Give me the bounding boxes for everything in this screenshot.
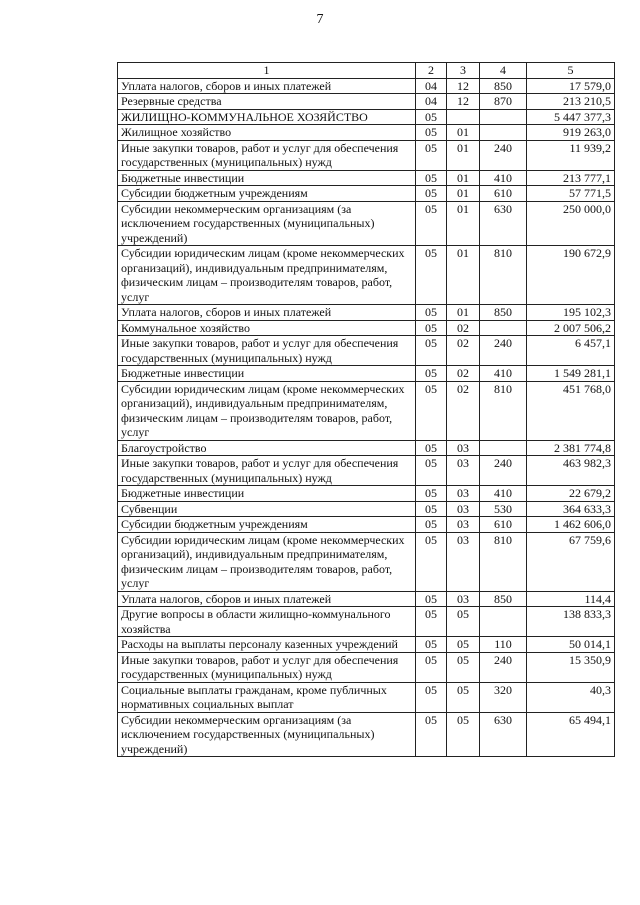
row-expense-type-cell: 630 <box>480 201 527 246</box>
column-header: 2 <box>416 63 447 79</box>
row-subsection-cell <box>447 109 480 125</box>
row-name-cell: Резервные средства <box>118 94 416 110</box>
row-section-cell: 05 <box>416 140 447 170</box>
table-row <box>118 517 615 533</box>
row-expense-type-cell: 320 <box>480 682 527 712</box>
row-subsection-cell: 01 <box>447 125 480 141</box>
row-name-cell: Иные закупки товаров, работ и услуг для обеспечения государственных (муниципальных) нужд <box>118 336 416 366</box>
table-row <box>118 109 615 125</box>
table-row <box>118 532 615 591</box>
row-expense-type-cell: 410 <box>480 486 527 502</box>
row-amount-cell: 451 768,0 <box>527 381 615 440</box>
row-subsection-cell: 03 <box>447 456 480 486</box>
table-row <box>118 366 615 382</box>
row-name-cell: Жилищное хозяйство <box>118 125 416 141</box>
row-subsection-cell: 02 <box>447 336 480 366</box>
row-expense-type-cell: 810 <box>480 532 527 591</box>
table-row <box>118 440 615 456</box>
table-row <box>118 320 615 336</box>
row-name-cell: Субсидии юридическим лицам (кроме некоммерческих организаций), индивидуальным предпринимателям, физическим лицам – производителям товаров, работ, услуг <box>118 532 416 591</box>
row-amount-cell: 1 462 606,0 <box>527 517 615 533</box>
row-expense-type-cell: 610 <box>480 517 527 533</box>
row-amount-cell: 5 447 377,3 <box>527 109 615 125</box>
row-name-cell: Субвенции <box>118 501 416 517</box>
row-section-cell: 05 <box>416 336 447 366</box>
row-section-cell: 05 <box>416 682 447 712</box>
row-subsection-cell: 05 <box>447 607 480 637</box>
row-section-cell: 04 <box>416 78 447 94</box>
row-section-cell: 05 <box>416 246 447 305</box>
row-amount-cell: 114,4 <box>527 591 615 607</box>
row-amount-cell: 463 982,3 <box>527 456 615 486</box>
row-name-cell: Бюджетные инвестиции <box>118 486 416 502</box>
row-name-cell: ЖИЛИЩНО-КОММУНАЛЬНОЕ ХОЗЯЙСТВО <box>118 109 416 125</box>
table-row <box>118 186 615 202</box>
row-subsection-cell: 05 <box>447 712 480 757</box>
row-subsection-cell: 01 <box>447 201 480 246</box>
row-amount-cell: 17 579,0 <box>527 78 615 94</box>
row-expense-type-cell: 240 <box>480 456 527 486</box>
table-row <box>118 336 615 366</box>
row-subsection-cell: 02 <box>447 381 480 440</box>
row-section-cell: 04 <box>416 94 447 110</box>
table-row <box>118 78 615 94</box>
row-name-cell: Расходы на выплаты персоналу казенных учреждений <box>118 637 416 653</box>
row-name-cell: Другие вопросы в области жилищно-коммунального хозяйства <box>118 607 416 637</box>
row-subsection-cell: 05 <box>447 682 480 712</box>
row-expense-type-cell: 810 <box>480 381 527 440</box>
row-section-cell: 05 <box>416 712 447 757</box>
row-expense-type-cell: 240 <box>480 652 527 682</box>
row-expense-type-cell: 240 <box>480 336 527 366</box>
row-amount-cell: 22 679,2 <box>527 486 615 502</box>
row-amount-cell: 1 549 281,1 <box>527 366 615 382</box>
row-expense-type-cell: 630 <box>480 712 527 757</box>
row-name-cell: Бюджетные инвестиции <box>118 366 416 382</box>
row-subsection-cell: 03 <box>447 591 480 607</box>
table-row <box>118 501 615 517</box>
row-amount-cell: 57 771,5 <box>527 186 615 202</box>
row-expense-type-cell: 410 <box>480 366 527 382</box>
budget-table <box>117 62 615 757</box>
row-name-cell: Уплата налогов, сборов и иных платежей <box>118 591 416 607</box>
row-name-cell: Бюджетные инвестиции <box>118 170 416 186</box>
row-name-cell: Субсидии юридическим лицам (кроме некоммерческих организаций), индивидуальным предпринимателям, физическим лицам – производителям товаров, работ, услуг <box>118 381 416 440</box>
row-subsection-cell: 05 <box>447 652 480 682</box>
row-section-cell: 05 <box>416 652 447 682</box>
row-subsection-cell: 02 <box>447 366 480 382</box>
row-subsection-cell: 03 <box>447 532 480 591</box>
row-section-cell: 05 <box>416 456 447 486</box>
row-name-cell: Коммунальное хозяйство <box>118 320 416 336</box>
row-subsection-cell: 01 <box>447 246 480 305</box>
row-section-cell: 05 <box>416 517 447 533</box>
row-expense-type-cell: 410 <box>480 170 527 186</box>
row-amount-cell: 213 210,5 <box>527 94 615 110</box>
row-name-cell: Субсидии бюджетным учреждениям <box>118 517 416 533</box>
row-subsection-cell: 01 <box>447 305 480 321</box>
row-amount-cell: 2 007 506,2 <box>527 320 615 336</box>
row-name-cell: Иные закупки товаров, работ и услуг для обеспечения государственных (муниципальных) нужд <box>118 140 416 170</box>
row-subsection-cell: 03 <box>447 486 480 502</box>
table-row <box>118 652 615 682</box>
row-amount-cell: 6 457,1 <box>527 336 615 366</box>
row-expense-type-cell <box>480 125 527 141</box>
table-row <box>118 381 615 440</box>
column-header: 1 <box>118 63 416 79</box>
row-subsection-cell: 12 <box>447 78 480 94</box>
row-section-cell: 05 <box>416 381 447 440</box>
row-section-cell: 05 <box>416 637 447 653</box>
row-amount-cell: 138 833,3 <box>527 607 615 637</box>
table-row <box>118 305 615 321</box>
table-row <box>118 246 615 305</box>
page-number: 7 <box>316 12 324 27</box>
row-section-cell: 05 <box>416 305 447 321</box>
table-row <box>118 201 615 246</box>
row-subsection-cell: 01 <box>447 140 480 170</box>
row-name-cell: Иные закупки товаров, работ и услуг для обеспечения государственных (муниципальных) нужд <box>118 652 416 682</box>
row-section-cell: 05 <box>416 501 447 517</box>
row-section-cell: 05 <box>416 186 447 202</box>
row-subsection-cell: 03 <box>447 440 480 456</box>
table-row <box>118 682 615 712</box>
row-expense-type-cell: 870 <box>480 94 527 110</box>
row-expense-type-cell: 850 <box>480 591 527 607</box>
row-subsection-cell: 03 <box>447 501 480 517</box>
row-name-cell: Социальные выплаты гражданам, кроме публичных нормативных социальных выплат <box>118 682 416 712</box>
row-amount-cell: 250 000,0 <box>527 201 615 246</box>
row-amount-cell: 65 494,1 <box>527 712 615 757</box>
table-row <box>118 607 615 637</box>
table-row <box>118 456 615 486</box>
row-expense-type-cell: 530 <box>480 501 527 517</box>
table-row <box>118 125 615 141</box>
row-name-cell: Благоустройство <box>118 440 416 456</box>
table-row <box>118 140 615 170</box>
row-expense-type-cell: 850 <box>480 305 527 321</box>
row-amount-cell: 67 759,6 <box>527 532 615 591</box>
row-subsection-cell: 01 <box>447 170 480 186</box>
row-expense-type-cell <box>480 320 527 336</box>
row-amount-cell: 195 102,3 <box>527 305 615 321</box>
table-row <box>118 486 615 502</box>
row-amount-cell: 40,3 <box>527 682 615 712</box>
table-row <box>118 712 615 757</box>
row-name-cell: Уплата налогов, сборов и иных платежей <box>118 78 416 94</box>
row-section-cell: 05 <box>416 170 447 186</box>
row-subsection-cell: 12 <box>447 94 480 110</box>
row-section-cell: 05 <box>416 125 447 141</box>
row-name-cell: Иные закупки товаров, работ и услуг для обеспечения государственных (муниципальных) нужд <box>118 456 416 486</box>
row-subsection-cell: 01 <box>447 186 480 202</box>
table-row <box>118 637 615 653</box>
column-header: 3 <box>447 63 480 79</box>
column-header: 4 <box>480 63 527 79</box>
row-subsection-cell: 05 <box>447 637 480 653</box>
row-amount-cell: 919 263,0 <box>527 125 615 141</box>
row-section-cell: 05 <box>416 591 447 607</box>
row-expense-type-cell: 810 <box>480 246 527 305</box>
row-section-cell: 05 <box>416 532 447 591</box>
row-expense-type-cell <box>480 607 527 637</box>
row-expense-type-cell <box>480 109 527 125</box>
row-amount-cell: 11 939,2 <box>527 140 615 170</box>
row-section-cell: 05 <box>416 607 447 637</box>
row-amount-cell: 190 672,9 <box>527 246 615 305</box>
row-name-cell: Субсидии бюджетным учреждениям <box>118 186 416 202</box>
row-name-cell: Субсидии некоммерческим организациям (за исключением государственных (муниципальных) учреждений) <box>118 712 416 757</box>
row-section-cell: 05 <box>416 486 447 502</box>
column-header: 5 <box>527 63 615 79</box>
row-expense-type-cell: 240 <box>480 140 527 170</box>
row-section-cell: 05 <box>416 201 447 246</box>
row-section-cell: 05 <box>416 109 447 125</box>
row-amount-cell: 213 777,1 <box>527 170 615 186</box>
row-amount-cell: 2 381 774,8 <box>527 440 615 456</box>
row-section-cell: 05 <box>416 320 447 336</box>
table-row <box>118 94 615 110</box>
row-expense-type-cell: 110 <box>480 637 527 653</box>
row-subsection-cell: 03 <box>447 517 480 533</box>
row-expense-type-cell: 610 <box>480 186 527 202</box>
row-expense-type-cell <box>480 440 527 456</box>
row-section-cell: 05 <box>416 366 447 382</box>
row-amount-cell: 15 350,9 <box>527 652 615 682</box>
row-section-cell: 05 <box>416 440 447 456</box>
row-name-cell: Субсидии юридическим лицам (кроме некоммерческих организаций), индивидуальным предпринимателям, физическим лицам – производителям товаров, работ, услуг <box>118 246 416 305</box>
table-header-row <box>118 63 615 79</box>
table-row <box>118 170 615 186</box>
row-name-cell: Субсидии некоммерческим организациям (за исключением государственных (муниципальных) учреждений) <box>118 201 416 246</box>
row-expense-type-cell: 850 <box>480 78 527 94</box>
row-subsection-cell: 02 <box>447 320 480 336</box>
table-row <box>118 591 615 607</box>
row-name-cell: Уплата налогов, сборов и иных платежей <box>118 305 416 321</box>
row-amount-cell: 364 633,3 <box>527 501 615 517</box>
row-amount-cell: 50 014,1 <box>527 637 615 653</box>
